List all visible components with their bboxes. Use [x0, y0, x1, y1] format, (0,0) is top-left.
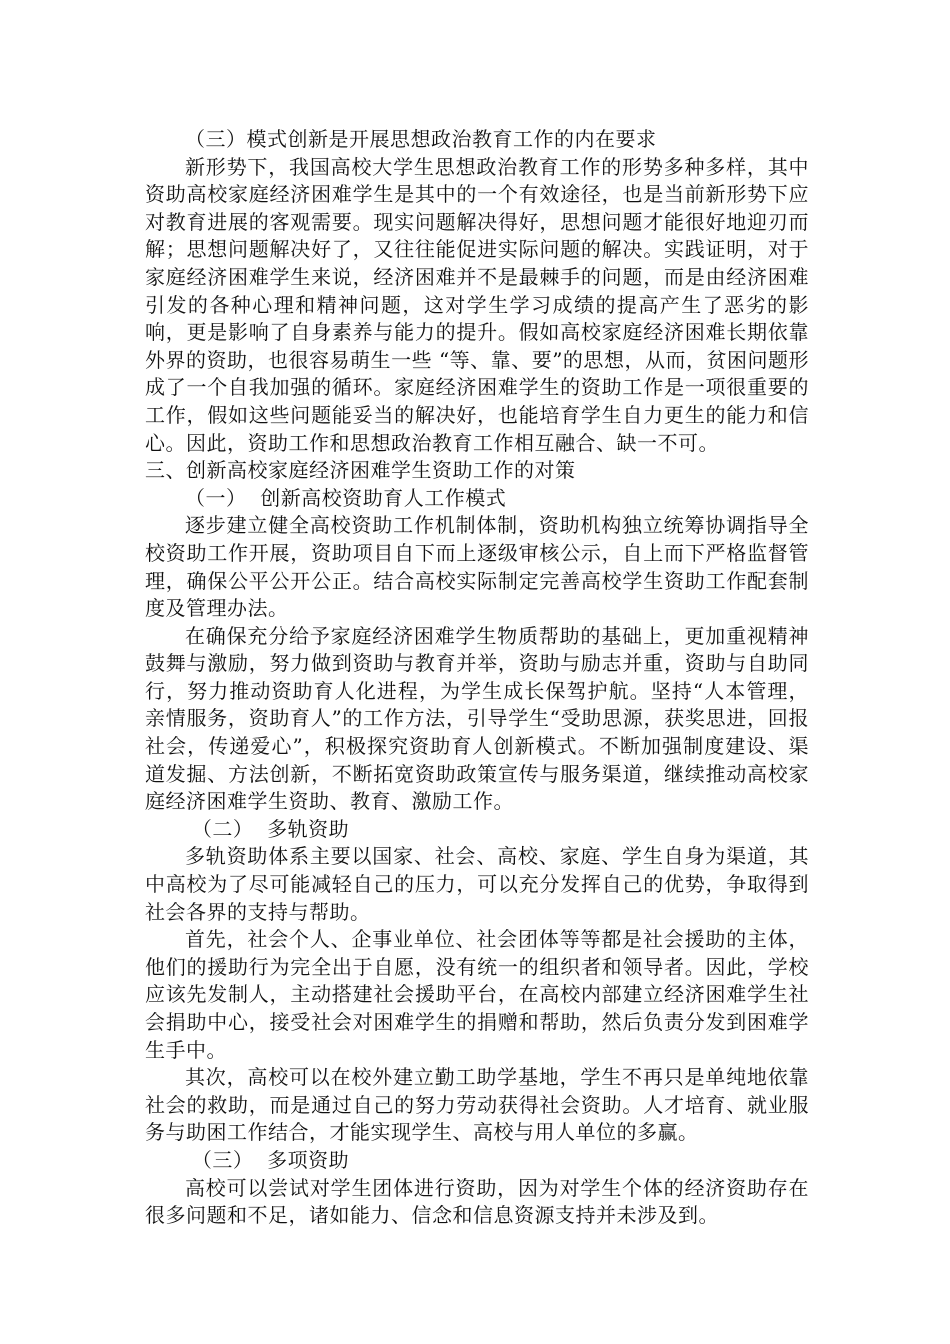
section-heading: （三） 多项资助: [185, 1147, 350, 1172]
paragraph: 多轨资助体系主要以国家、社会、高校、家庭、学生自身为渠道，其中高校为了尽可能减轻自己的压力，可以充分发挥自己的优势，争取得到社会各界的支持与帮助。: [145, 844, 809, 924]
section-heading: （一） 创新高校资助育人工作模式: [185, 485, 507, 510]
paragraph: 新形势下，我国高校大学生思想政治教育工作的形势多种多样，其中资助高校家庭经济困难学生是其中的一个有效途径，也是当前新形势下应对教育进展的客观需要。现实问题解决得好，思想问题才能很好地迎刃而解；思想问题解决好了，又往往能促进实际问题的解决。实践证明，对于家庭经济困难学生来说，经济困难并不是最棘手的问题，而是由经济困难引发的各种心理和精神问题，这对学生学习成绩的提高产生了恶劣的影响，更是影响了自身素养与能力的提升。假如高校家庭经济困难长期依靠外界的资助，也很容易萌生一些 “等、靠、要”的思想，从而，贫困问题形成了一个自我加强的循环。家庭经济困难学生的资助工作是一项很重要的工作，假如这些问题能妥当的解决好，也能培育学生自力更生的能力和信心。因此，资助工作和思想政治教育工作相互融合、缺一不可。: [145, 154, 809, 455]
section-heading: （二） 多轨资助: [185, 816, 350, 841]
paragraph: 逐步建立健全高校资助工作机制体制，资助机构独立统筹协调指导全校资助工作开展，资助项目自下而上逐级审核公示，自上而下严格监督管理，确保公平公开公正。结合高校实际制定完善高校学生资助工作配套制度及管理办法。: [145, 513, 809, 621]
paragraph: 高校可以尝试对学生团体进行资助，因为对学生个体的经济资助存在很多问题和不足，诸如能力、信念和信息资源支持并未涉及到。: [145, 1175, 809, 1228]
paragraph: 其次，高校可以在校外建立勤工助学基地，学生不再只是单纯地依靠社会的救助，而是通过自己的努力劳动获得社会资助。人才培育、就业服务与助困工作结合，才能实现学生、高校与用人单位的多赢。: [145, 1065, 809, 1145]
chapter-heading: 三、创新高校家庭经济困难学生资助工作的对策: [145, 458, 576, 483]
document-page: [145, 126, 809, 1230]
paragraph: 首先，社会个人、企事业单位、社会团体等等都是社会援助的主体，他们的援助行为完全出于自愿，没有统一的组织者和领导者。因此，学校应该先发制人，主动搭建社会援助平台，在高校内部建立经济困难学生社会捐助中心，接受社会对困难学生的捐赠和帮助，然后负责分发到困难学生手中。: [145, 927, 809, 1062]
paragraph: 在确保充分给予家庭经济困难学生物质帮助的基础上，更加重视精神鼓舞与激励，努力做到资助与教育并举，资助与励志并重，资助与自助同行，努力推动资助育人化进程，为学生成长保驾护航。坚持“人本管理，亲情服务，资助育人”的工作方法，引导学生“受助思源，获奖思进，回报社会，传递爱心”，积极探究资助育人创新模式。不断加强制度建设、渠道发掘、方法创新，不断拓宽资助政策宣传与服务渠道，继续推动高校家庭经济困难学生资助、教育、激励工作。: [145, 623, 809, 814]
section-heading: （三）模式创新是开展思想政治教育工作的内在要求: [185, 127, 657, 151]
